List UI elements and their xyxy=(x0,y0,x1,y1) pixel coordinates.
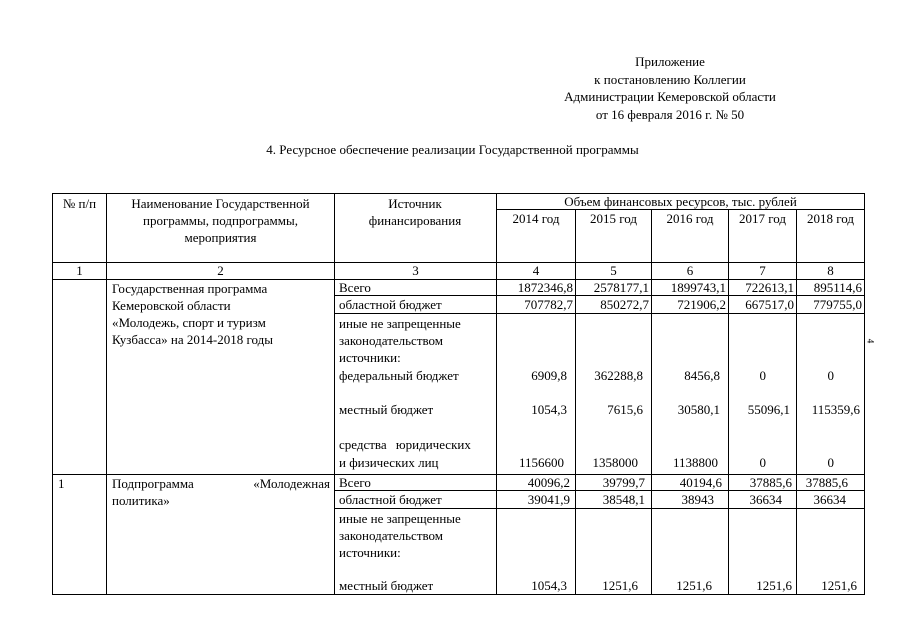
value-cell: 722613,1 xyxy=(745,280,794,295)
source-label: Всего xyxy=(339,475,371,490)
appendix-line: к постановлению Коллегии xyxy=(594,71,746,87)
value-cell: 55096,1 xyxy=(747,402,790,417)
col-number: 8 xyxy=(827,263,834,278)
value-cell: 1251,6 xyxy=(676,578,712,593)
source-label: источники: xyxy=(339,350,401,365)
col-number: 4 xyxy=(532,263,540,278)
program-name-line: Государственная программа xyxy=(112,281,268,296)
value-cell: 36634 xyxy=(813,492,846,507)
header-num: № п/п xyxy=(62,196,97,211)
value-cell: 39041,9 xyxy=(527,492,570,507)
subprogram-name-line: политика» xyxy=(112,493,170,508)
value-cell: 0 xyxy=(759,455,766,470)
source-label: иные не запрещенные xyxy=(339,511,461,526)
value-cell: 667517,0 xyxy=(745,297,794,312)
program-name-line: Кузбасса» на 2014-2018 годы xyxy=(112,332,273,347)
page-number: 4 xyxy=(865,338,876,344)
value-cell: 779755,0 xyxy=(813,297,862,312)
value-cell: 0 xyxy=(759,368,766,383)
value-cell: 30580,1 xyxy=(677,402,720,417)
value-cell: 721906,2 xyxy=(677,297,726,312)
header-year: 2015 год xyxy=(590,211,637,226)
header-year: 2016 год xyxy=(666,211,714,226)
source-label: законодательством xyxy=(339,333,444,348)
source-label: и физических лиц xyxy=(339,455,439,470)
source-label: источники: xyxy=(339,545,401,560)
value-cell: 0 xyxy=(827,455,834,470)
value-cell: 1358000 xyxy=(592,455,638,470)
value-cell: 1872346,8 xyxy=(517,280,573,295)
value-cell: 1138800 xyxy=(672,455,718,470)
col-number: 5 xyxy=(610,263,617,278)
value-cell: 1156600 xyxy=(518,455,564,470)
value-cell: 7615,6 xyxy=(607,402,643,417)
value-cell: 115359,6 xyxy=(811,402,860,417)
value-cell: 40096,2 xyxy=(527,475,570,490)
source-label: областной бюджет xyxy=(339,297,442,312)
col-number: 3 xyxy=(412,263,419,278)
value-cell: 362288,8 xyxy=(594,368,643,383)
source-label: местный бюджет xyxy=(339,578,434,593)
program-name-line: «Молодежь, спорт и туризм xyxy=(112,315,266,330)
appendix-line: Приложение xyxy=(635,54,705,69)
source-label: иные не запрещенные xyxy=(339,316,461,331)
col-number: 2 xyxy=(217,263,224,278)
value-cell: 36634 xyxy=(749,492,782,507)
value-cell: 39799,7 xyxy=(602,475,645,490)
value-cell: 38943 xyxy=(681,492,714,507)
source-label: Всего xyxy=(339,280,371,295)
header-volume: Объем финансовых ресурсов, тыс. рублей xyxy=(564,194,797,209)
col-number: 7 xyxy=(759,263,766,278)
document-title: 4. Ресурсное обеспечение реализации Государственной программы xyxy=(266,142,639,157)
header-source: Источник финансирования xyxy=(368,196,462,228)
header-name: Наименование Государственной программы, подпрограммы, мероприятия xyxy=(131,196,310,245)
subprogram-num: 1 xyxy=(58,476,65,491)
value-cell: 850272,7 xyxy=(600,297,649,312)
value-cell: 8456,8 xyxy=(684,368,720,383)
value-cell: 1251,6 xyxy=(756,578,792,593)
value-cell: 707782,7 xyxy=(524,297,573,312)
value-cell: 6909,8 xyxy=(531,368,567,383)
source-label: средства юридических xyxy=(339,437,471,452)
source-label: федеральный бюджет xyxy=(339,368,459,383)
header-year: 2014 год xyxy=(512,211,560,226)
value-cell: 1899743,1 xyxy=(670,280,726,295)
value-cell: 38548,1 xyxy=(602,492,645,507)
value-cell: 40194,6 xyxy=(679,475,722,490)
header-year: 2017 год xyxy=(739,211,786,226)
value-cell: 2578177,1 xyxy=(593,280,649,295)
source-label: местный бюджет xyxy=(339,402,434,417)
col-number: 6 xyxy=(686,263,694,278)
value-cell: 1251,6 xyxy=(821,578,857,593)
value-cell: 1054,3 xyxy=(531,578,567,593)
value-cell: 0 xyxy=(827,368,834,383)
value-cell: 1054,3 xyxy=(531,402,567,417)
source-label: областной бюджет xyxy=(339,492,442,507)
program-name-line: Кемеровской области xyxy=(112,298,231,313)
subprogram-name-line: Подпрограмма «Молодежная xyxy=(112,476,330,491)
value-cell: 895114,6 xyxy=(813,280,862,295)
source-label: законодательством xyxy=(339,528,444,543)
col-number: 1 xyxy=(76,263,83,278)
value-cell: 1251,6 xyxy=(602,578,638,593)
appendix-line: от 16 февраля 2016 г. № 50 xyxy=(595,106,745,122)
value-cell: 37885,6 xyxy=(749,475,792,490)
appendix-line: Администрации Кемеровской области xyxy=(564,89,776,104)
header-year: 2018 год xyxy=(807,211,854,226)
value-cell: 37885,6 xyxy=(805,475,848,490)
